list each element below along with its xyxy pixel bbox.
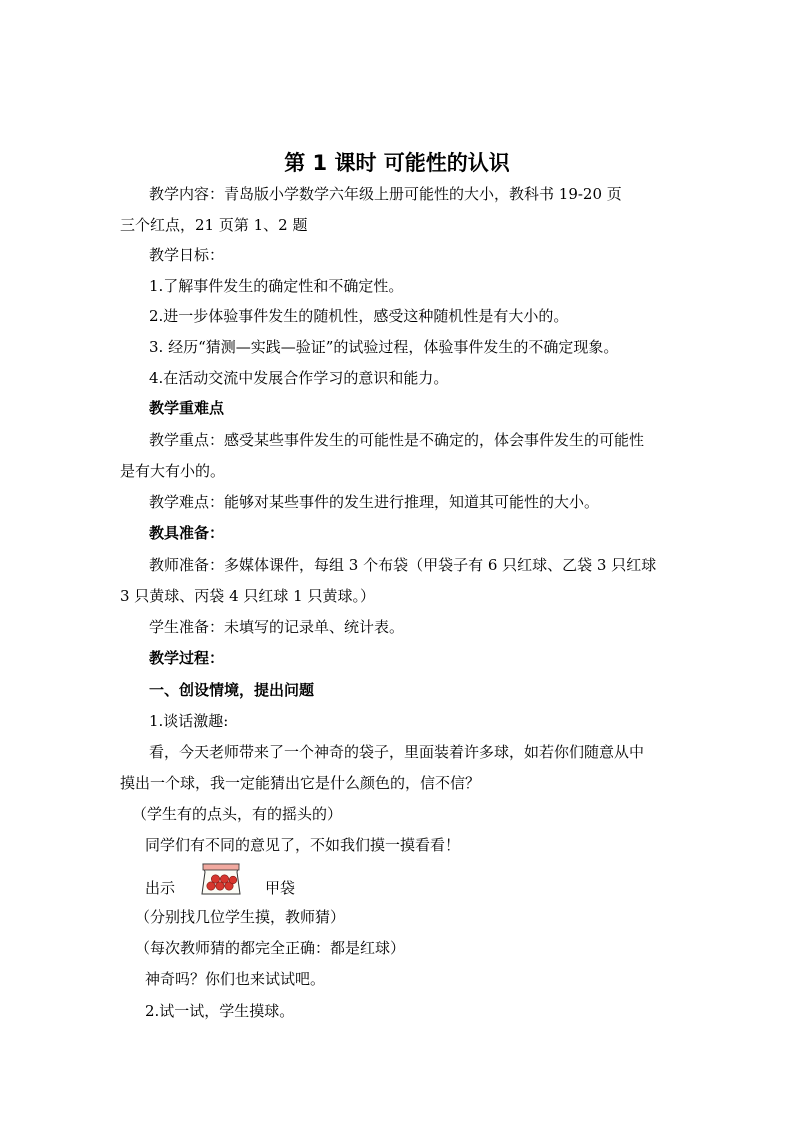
- step-2: 2.试一试，学生摸球。: [145, 1002, 295, 1020]
- show-label: 出示: [145, 879, 176, 897]
- objective-item: 4.在活动交流中发展合作学习的意识和能力。: [149, 369, 449, 387]
- objective-item: 3. 经历“猜测—实践—验证”的试验过程，体验事件发生的不确定现象。: [149, 338, 619, 356]
- content-line-2: 三个红点，21 页第 1、2 题: [120, 216, 308, 234]
- objectives-heading: 教学日标：: [149, 246, 225, 264]
- paragraph-2: 同学们有不同的意见了，不如我们摸一摸看看！: [145, 836, 461, 854]
- key-points-heading: 教学重难点: [149, 399, 225, 417]
- teacher-prep-line-2: 3 只黄球、丙袋 4 只红球 1 只黄球。）: [120, 587, 375, 605]
- materials-heading: 教具准备：: [149, 524, 225, 542]
- focus-line-1: 教学重点：感受某些事件发生的可能性是不确定的，体会事件发生的可能性: [149, 431, 645, 449]
- objective-item: 2.进一步体验事件发生的随机性，感受这种随机性是有大小的。: [149, 307, 569, 325]
- bag-label: 甲袋: [265, 879, 296, 897]
- paragraph-3: 神奇吗？你们也来试试吧。: [145, 970, 326, 988]
- content-line-1: 教学内容：青岛版小学数学六年级上册可能性的大小，教科书 19-20 页: [149, 185, 622, 203]
- note-2: （分别找几位学生摸，教师猜）: [135, 908, 346, 926]
- step-1: 1.谈话激趣:: [149, 712, 229, 730]
- paragraph-1-line-1: 看，今天老师带来了一个神奇的袋子，里面装着许多球，如若你们随意从中: [149, 743, 645, 761]
- paragraph-1-line-2: 摸出一个球，我一定能猜出它是什么颜色的，信不信？: [120, 774, 481, 792]
- process-heading: 教学过程：: [149, 649, 225, 667]
- student-prep-line: 学生准备：未填写的记录单、统计表。: [149, 618, 405, 636]
- objective-item: 1.了解事件发生的确定性和不确定性。: [149, 277, 404, 295]
- note-3: （每次教师猜的都完全正确：都是红球）: [135, 939, 406, 957]
- note-1: （学生有的点头，有的摇头的）: [132, 805, 343, 823]
- teacher-prep-line-1: 教师准备：多媒体课件，每组 3 个布袋（甲袋子有 6 只红球、乙袋 3 只红球: [149, 556, 657, 574]
- difficulty-line: 教学难点：能够对某些事件的发生进行推理，知道其可能性的大小。: [149, 493, 600, 511]
- lesson-title: 第 1 课时 可能性的认识: [284, 151, 510, 175]
- section-heading: 一、创设情境，提出问题: [149, 681, 315, 699]
- focus-line-2: 是有大有小的。: [120, 462, 226, 480]
- ball-bag-image: [200, 862, 242, 896]
